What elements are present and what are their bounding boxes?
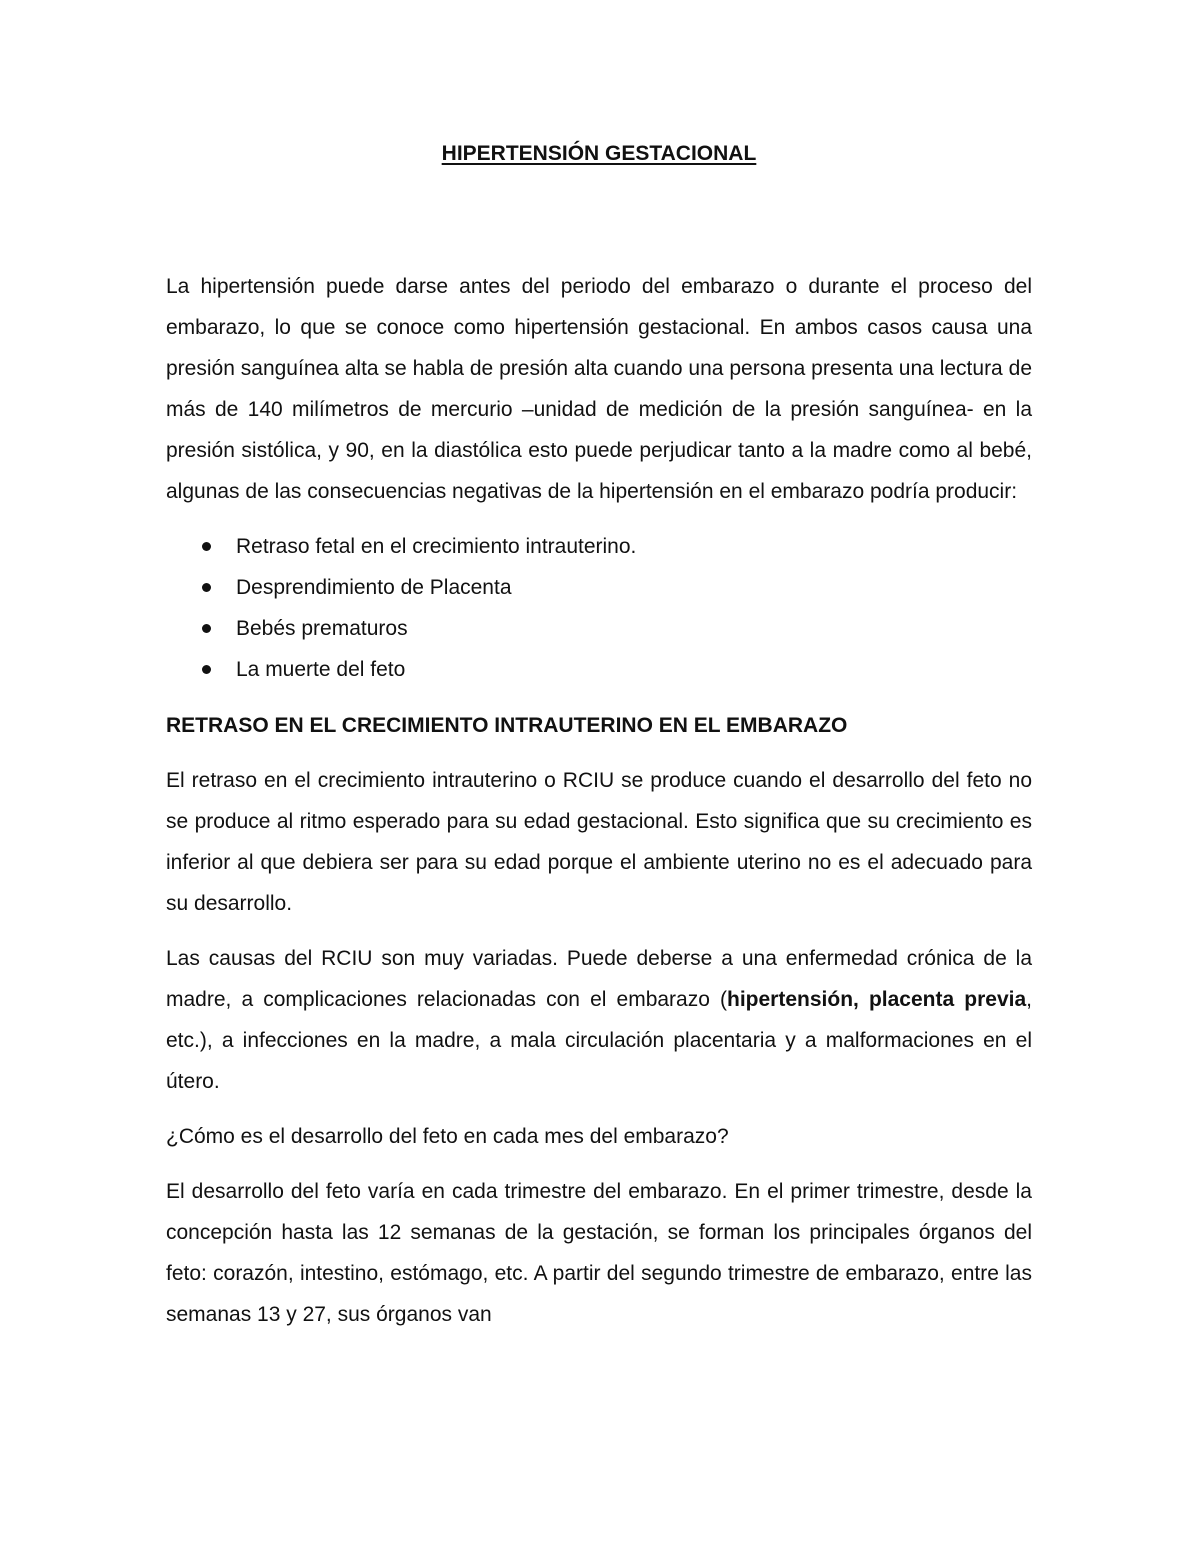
question-paragraph: ¿Cómo es el desarrollo del feto en cada mes del embarazo? [166, 1125, 729, 1148]
list-item: Retraso fetal en el crecimiento intrauterino. [166, 526, 1032, 567]
list-item: Desprendimiento de Placenta [166, 567, 1032, 608]
document-content [166, 140, 1032, 1335]
bullet-icon [202, 542, 211, 551]
bold-terms: hipertensión, placenta previa [727, 988, 1027, 1011]
causes-paragraph: Las causas del RCIU son muy variadas. Puede deberse a una enfermedad crónica de la madre, a complicaciones relacionadas con el embarazo (hipertensión, placenta previa, etc.), a infecciones en la madre, a mala circulación placentaria y a malformaciones en el útero. [166, 947, 1032, 1093]
list-item: Bebés prematuros [166, 608, 1032, 649]
consequences-list [166, 526, 1032, 690]
intro-paragraph: La hipertensión puede darse antes del periodo del embarazo o durante el proceso del embarazo, lo que se conoce como hipertensión gestacional. En ambos casos causa una presión sanguínea alta se habla de presión alta cuando una persona presenta una lectura de más de 140 milímetros de mercurio –unidad de medición de la presión sanguínea- en la presión sistólica, y 90, en la diastólica esto puede perjudicar tanto a la madre como al bebé, algunas de las consecuencias negativas de la hipertensión en el embarazo podría producir: [166, 275, 1032, 503]
bullet-icon [202, 665, 211, 674]
development-paragraph: El desarrollo del feto varía en cada trimestre del embarazo. En el primer trimestre, desde la concepción hasta las 12 semanas de la gestación, se forman los principales órganos del feto: corazón, intestino, estómago, etc. A partir del segundo trimestre de embarazo, entre las semanas 13 y 27, sus órganos van [166, 1180, 1032, 1326]
bullet-icon [202, 583, 211, 592]
rciu-paragraph: El retraso en el crecimiento intrauterino o RCIU se produce cuando el desarrollo del feto no se produce al ritmo esperado para su edad gestacional. Esto significa que su crecimiento es inferior al que debiera ser para su edad porque el ambiente uterino no es el adecuado para su desarrollo. [166, 769, 1032, 915]
document-title: HIPERTENSIÓN GESTACIONAL [441, 142, 757, 165]
list-item: La muerte del feto [166, 649, 1032, 690]
section-heading: RETRASO EN EL CRECIMIENTO INTRAUTERINO EN EL EMBARAZO [166, 714, 848, 737]
bullet-icon [202, 624, 211, 633]
